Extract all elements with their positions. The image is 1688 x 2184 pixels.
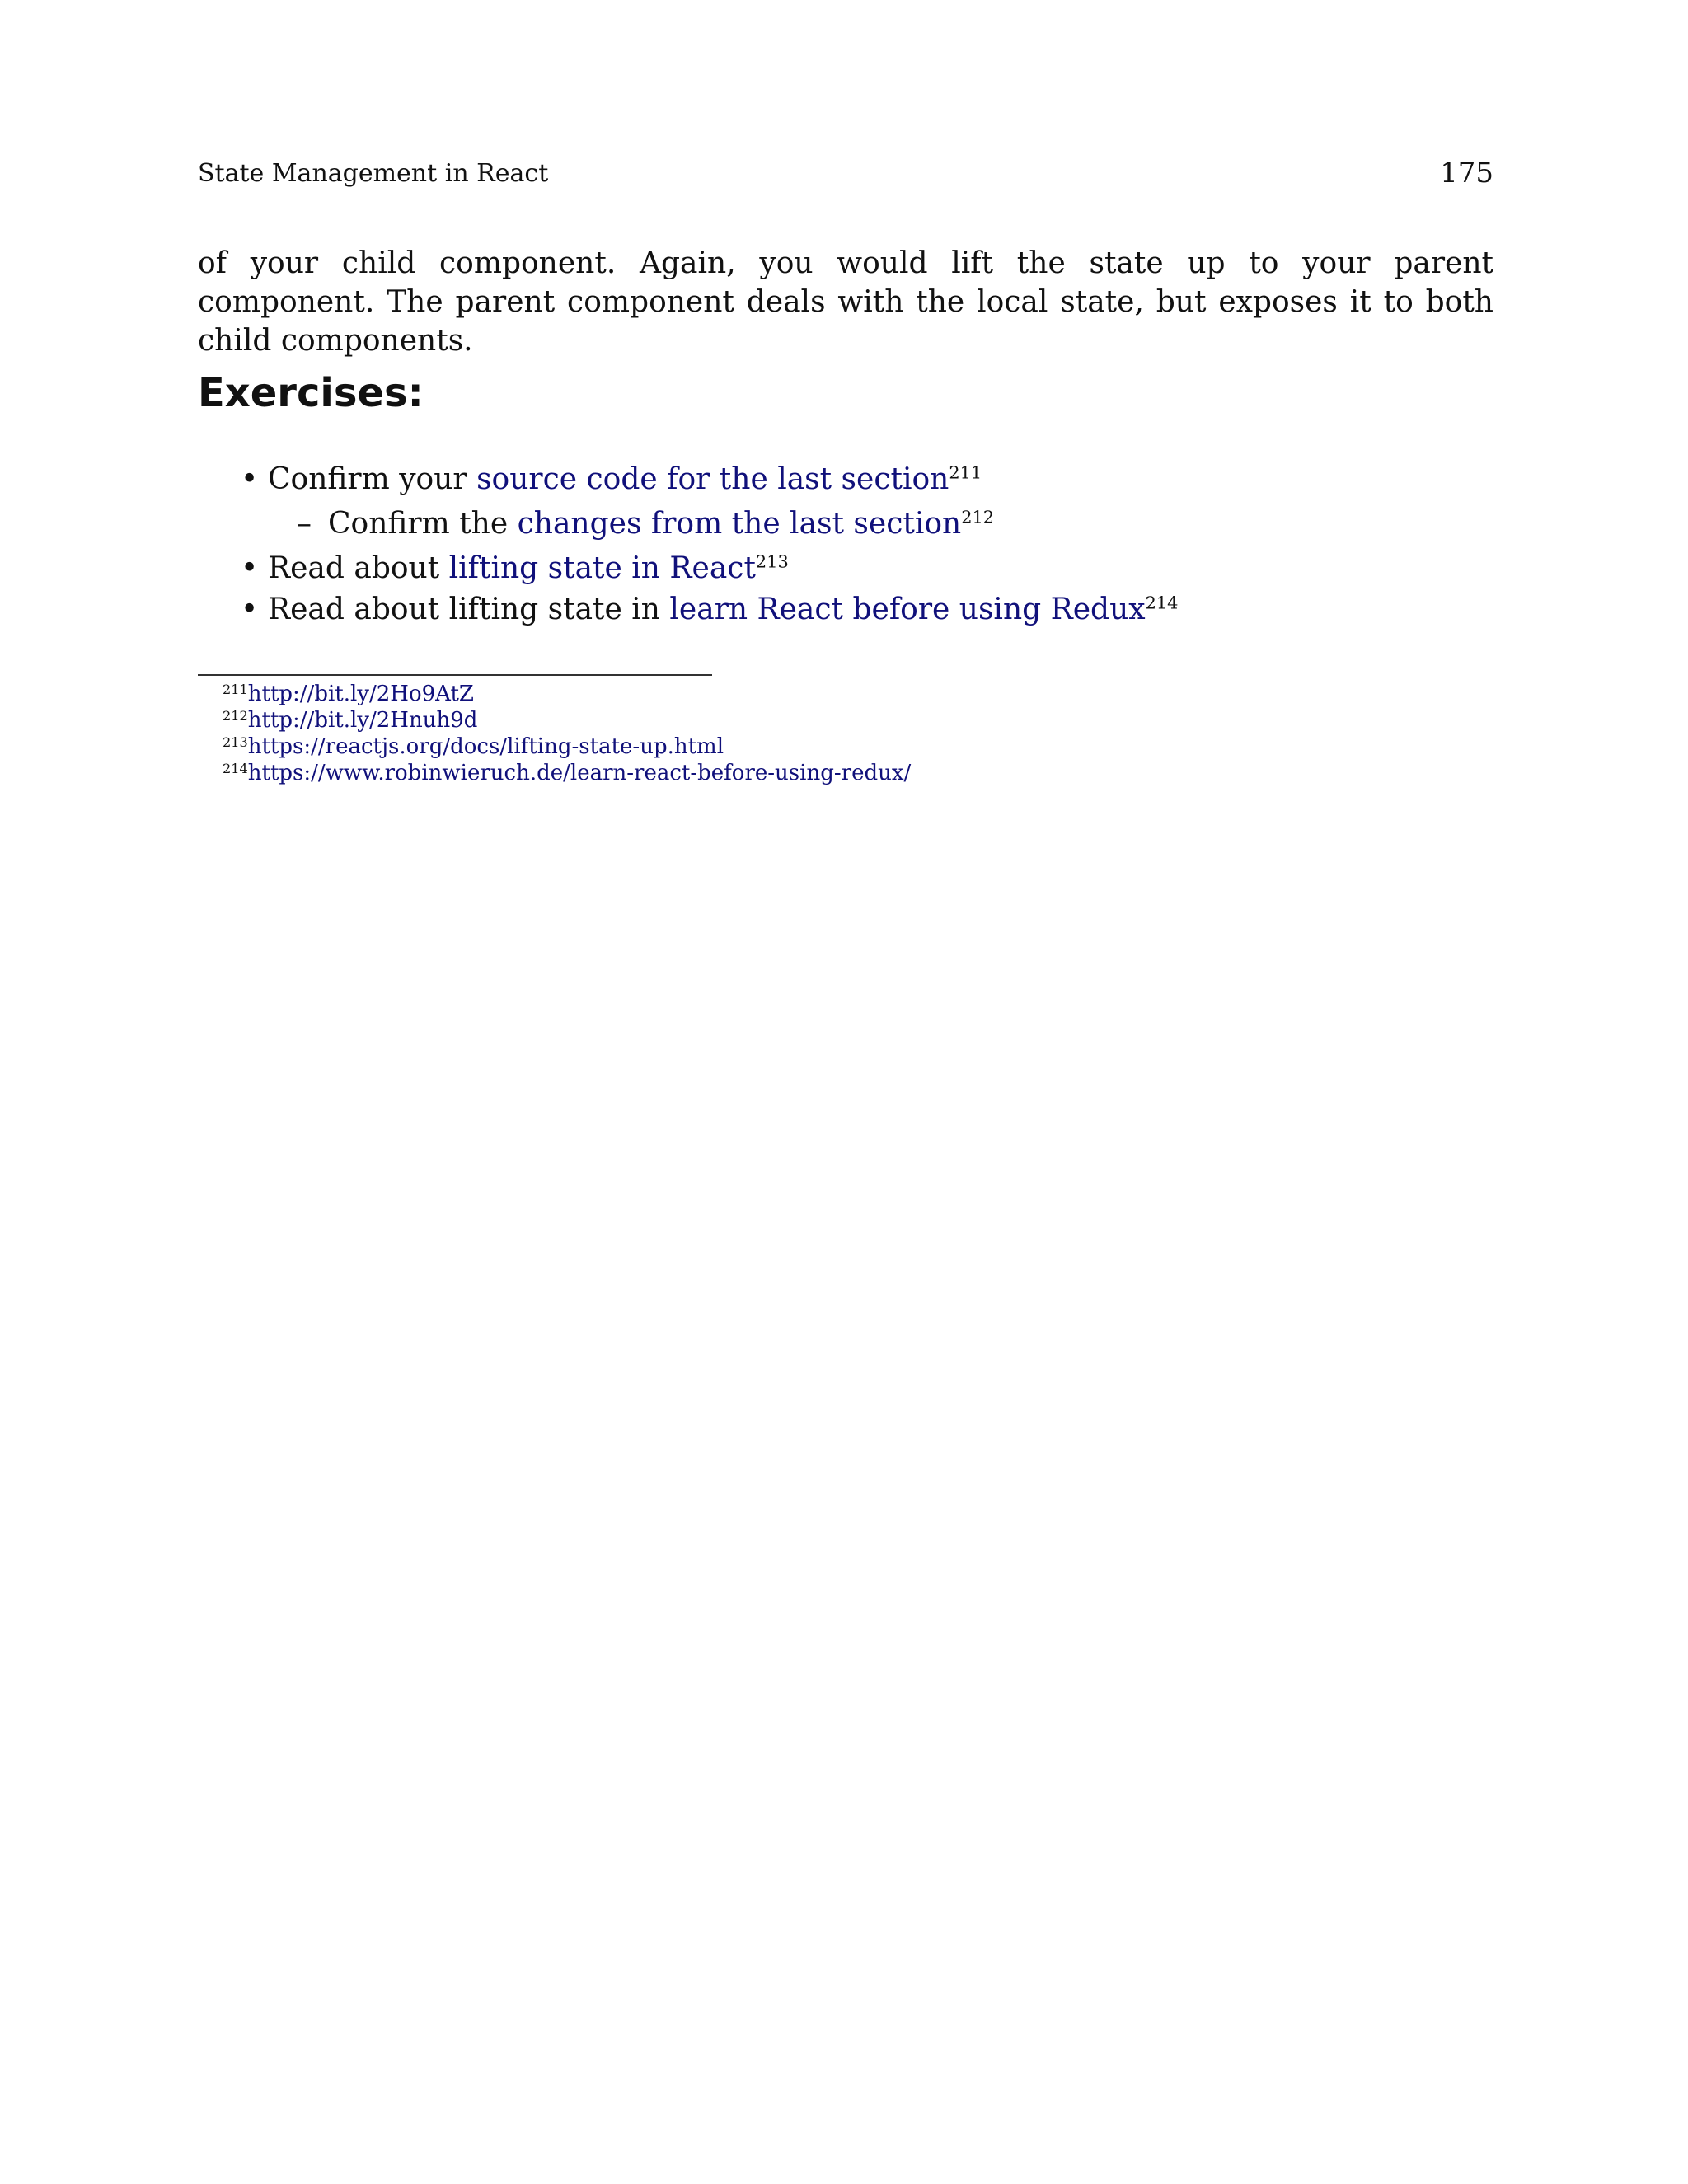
- exercise-item-text: [268, 460, 982, 499]
- footnote-ref[interactable]: 212: [961, 507, 995, 527]
- exercise-item-prefix: Read about lifting state in: [268, 593, 670, 626]
- exercise-item-prefix: Read about: [268, 551, 449, 585]
- dash-marker: –: [297, 507, 312, 541]
- footnote-link[interactable]: https://reactjs.org/docs/lifting-state-up.html: [247, 734, 724, 759]
- footnote-item: [223, 733, 911, 760]
- exercise-item-text: [328, 504, 994, 544]
- body-paragraph: of your child component. Again, you would lift the state up to your parent component. The parent component deals with the local state, but exposes it to both child components.: [198, 246, 1493, 358]
- exercise-item-text: [268, 590, 1178, 630]
- footnote-number: 213: [223, 733, 248, 750]
- page-number: 175: [1440, 157, 1493, 190]
- footnote-item: [223, 707, 911, 733]
- link-changes-last-section[interactable]: changes from the last section: [517, 507, 962, 541]
- exercises-heading: Exercises:: [198, 370, 424, 416]
- bullet-marker: •: [241, 593, 259, 626]
- footnote-link[interactable]: http://bit.ly/2Ho9AtZ: [247, 682, 474, 706]
- link-lifting-state-react[interactable]: lifting state in React: [448, 551, 756, 585]
- footnote-ref[interactable]: 214: [1145, 593, 1179, 613]
- footnote-number: 211: [223, 681, 248, 697]
- footnote-number: 212: [223, 707, 248, 724]
- running-header-title: State Management in React: [198, 159, 549, 188]
- footnote-ref[interactable]: 213: [755, 551, 789, 572]
- footnote-link[interactable]: https://www.robinwieruch.de/learn-react-before-using-redux/: [247, 761, 912, 785]
- exercise-item-prefix: Confirm the: [328, 507, 518, 541]
- footnote-item: [223, 681, 911, 707]
- link-source-code-last-section[interactable]: source code for the last section: [476, 462, 950, 496]
- link-learn-react-before-redux[interactable]: learn React before using Redux: [669, 593, 1146, 626]
- footnote-divider: [198, 674, 712, 676]
- footnote-item: [223, 760, 911, 786]
- bullet-marker: •: [241, 551, 259, 585]
- exercise-item-text: [268, 549, 789, 588]
- footnote-link[interactable]: http://bit.ly/2Hnuh9d: [247, 708, 478, 733]
- footnotes-list: [223, 681, 911, 786]
- footnote-ref[interactable]: 211: [949, 462, 982, 483]
- footnote-number: 214: [223, 760, 248, 776]
- bullet-marker: •: [241, 462, 259, 496]
- exercise-item-prefix: Confirm your: [268, 462, 477, 496]
